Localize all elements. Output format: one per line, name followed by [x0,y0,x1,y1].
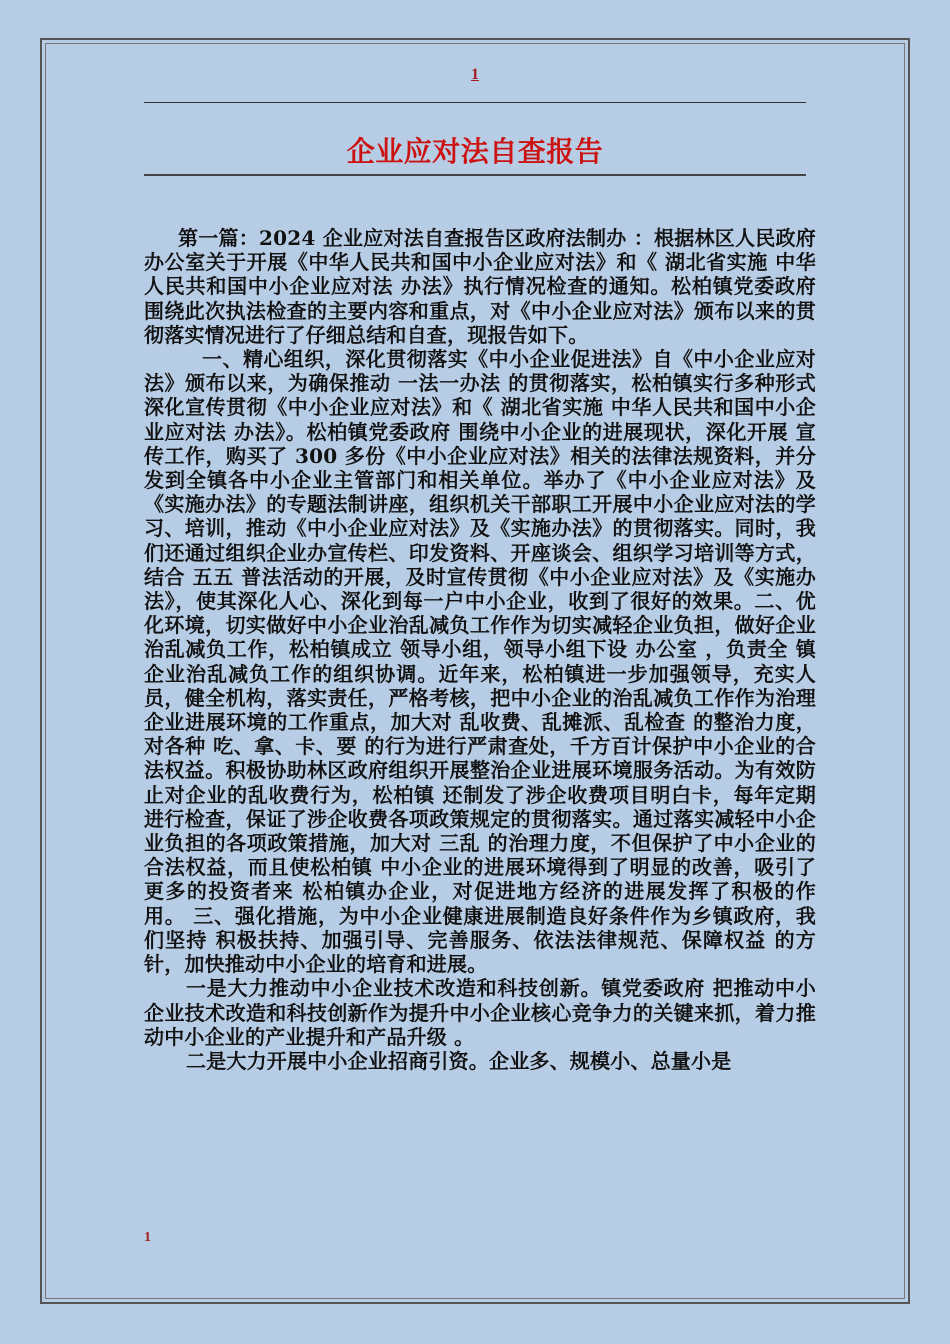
document-body [144,226,816,1073]
title-rule [144,174,806,176]
paragraph-intro: 第一篇：2024 企业应对法自查报告区政府法制办 ：根据林区人民政府办公室关于开展《中华人民共和国中小企业应对法》和《 湖北省实施 中华人民共和国中小企业应对法 办法》执行情况检查的通知。松柏镇党委政府 围绕此次执法检查的主要内容和重点，对《中小企业应对法》颁布以来的贯彻落实情况进行了仔细总结和自查，现报告如下。 [144,226,816,347]
header-page-number: 1 [471,66,479,83]
document-title: 企业应对法自查报告 [346,135,604,168]
footer-page-number: 1 [144,1230,151,1245]
paragraph-investment: 二是大力开展中小企业招商引资。企业多、规模小、总量小是 [186,1048,732,1073]
header-rule [144,102,806,103]
paragraph-tech-innovation: 一是大力推动中小企业技术改造和科技创新。镇党委政府 把推动中小企业技术改造和科技创新作为提升中小企业核心竞争力的关键来抓，着力推动中小企业的产业提升和产品升级 。 [144,976,816,1049]
paragraph-section-one: 一、精心组织，深化贯彻落实《中小企业促进法》自《中小企业应对法》颁布以来，为确保推动 一法一办法 的贯彻落实，松柏镇实行多种形式深化宣传贯彻《中小企业应对法》和《 湖北省实施 中华人民共和国中小企业应对法 办法》。松柏镇党委政府 围绕中小企业的进展现状，深化开展 宣传工作，购买了 300 多份《中小企业应对法》相关的法律法规资料，并分发到全镇各中小企业主管部门和相关单位。举办了《中小企业应对法》及《实施办法》的专题法制讲座，组织机关干部职工开展中小企业应对法的学习、培训，推动《中小企业应对法》及《实施办法》的贯彻落实。同时，我们还通过组织企业办宣传栏、印发资料、开座谈会、组织学习培训等方式，结合 五五 普法活动的开展，及时宣传贯彻《中小企业应对法》及《实施办法》，使其深化人心、深化到每一户中小企业，收到了很好的效果。二、优化环境，切实做好中小企业治乱减负工作作为切实减轻企业负担，做好企业治乱减负工作，松柏镇成立 领导小组，领导小组下设 办公室 ，负责全 镇 企业治乱减负工作的组织协调。近年来，松柏镇进一步加强领导，充实人员，健全机构，落实责任，严格考核，把中小企业的治乱减负工作作为治理企业进展环境的工作重点，加大对 乱收费、乱摊派、乱检查 的整治力度，对各种 吃、拿、卡、要 的行为进行严肃查处，千方百计保护中小企业的合法权益。积极协助林区政府组织开展整治企业进展环境服务活动。为有效防止对企业的乱收费行为，松柏镇 还制发了涉企收费项目明白卡，每年定期进行检查，保证了涉企收费各项政策规定的贯彻落实。通过落实减轻中小企业负担的各项政策措施，加大对 三乱 的治理力度，不但保护了中小企业的合法权益，而且使松柏镇 中小企业的进展环境得到了明显的改善，吸引了更多的投资者来 松柏镇办企业，对促进地方经济的进展发挥了积极的作用。 三、强化措施，为中小企业健康进展制造良好条件作为乡镇政府，我们坚持 积极扶持、加强引导、完善服务、依法法律规范、保障权益 的方针，加快推动中小企业的培育和进展。 [144,347,816,977]
